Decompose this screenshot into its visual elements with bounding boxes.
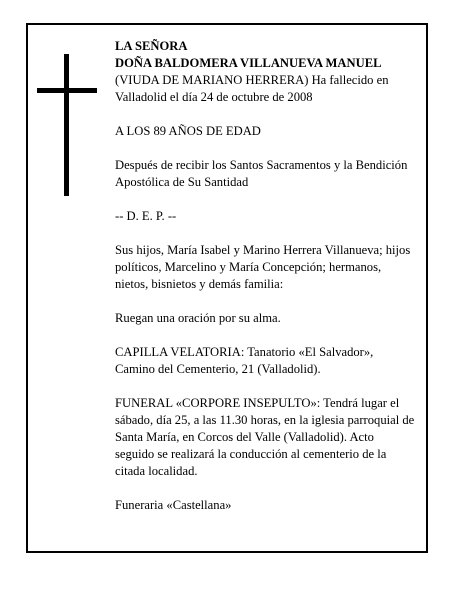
funeral-paragraph: FUNERAL «CORPORE INSEPULTO»: Tendrá lugar el sábado, día 25, a las 11.30 horas, en la iglesia parroquial de Santa María, en Corcos del Valle (Valladolid). Acto seguido se realizará la conducción al cementerio de la citada localidad. <box>115 396 415 478</box>
deceased-name: DOÑA BALDOMERA VILLANUEVA MANUEL <box>115 56 382 70</box>
rip-line: -- D. E. P. -- <box>115 209 177 223</box>
cross-vertical-bar <box>64 54 69 196</box>
title-line-1: LA SEÑORA <box>115 39 188 53</box>
intro-paragraph: (VIUDA DE MARIANO HERRERA) Ha fallecido en Valladolid el día 24 de octubre de 2008 <box>115 73 389 104</box>
funeral-home-line: Funeraria «Castellana» <box>115 498 232 512</box>
chapel-paragraph: CAPILLA VELATORIA: Tanatorio «El Salvador», Camino del Cementerio, 21 (Valladolid). <box>115 345 374 376</box>
age-paragraph: A LOS 89 AÑOS DE EDAD <box>115 124 261 138</box>
family-paragraph: Sus hijos, María Isabel y Marino Herrera Villanueva; hijos políticos, Marcelino y María Concepción; hermanos, nietos, bisnietos y demás familia: <box>115 243 411 291</box>
sacraments-paragraph: Después de recibir los Santos Sacramentos y la Bendición Apostólica de Su Santidad <box>115 158 408 189</box>
prayer-paragraph: Ruegan una oración por su alma. <box>115 311 281 325</box>
cross-icon <box>37 54 97 196</box>
obituary-text <box>115 38 415 531</box>
cross-horizontal-bar <box>37 88 97 93</box>
